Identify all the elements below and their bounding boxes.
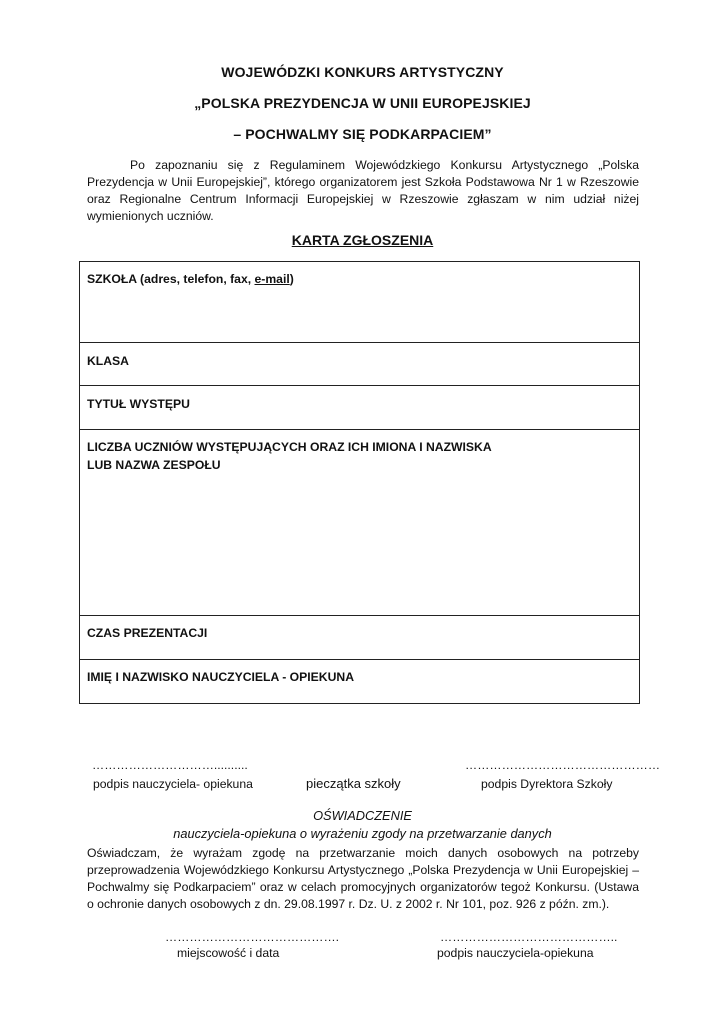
school-label: SZKOŁA (adres, telefon, fax, xyxy=(87,272,255,286)
teacher-signature-line: ………………………….......... xyxy=(92,758,248,772)
contest-title: WOJEWÓDZKI KONKURS ARTYSTYCZNY xyxy=(221,64,504,80)
place-date-caption: miejscowość i data xyxy=(177,946,280,960)
declaration-subtitle: nauczyciela-opiekuna o wyrażeniu zgody na przetwarzanie danych xyxy=(173,826,552,841)
time-label: CZAS PREZENTACJI xyxy=(87,626,208,640)
performance-title-row[interactable] xyxy=(80,386,639,430)
performance-title-label: TYTUŁ WYSTĘPU xyxy=(87,397,190,411)
director-signature-caption: podpis Dyrektora Szkoły xyxy=(481,777,613,791)
director-signature-line: ………………………………………… xyxy=(465,758,660,772)
students-label-line1: LICZBA UCZNIÓW WYSTĘPUJĄCYCH ORAZ ICH IMIONA I NAZWISKA xyxy=(87,440,492,454)
class-row[interactable] xyxy=(80,343,639,386)
school-email-label: e-mail xyxy=(254,272,290,286)
intro-text: Po zapoznaniu się z Regulaminem Wojewódzkiego Konkursu Artystycznego „Polska Prezydencja w Unii Europejskiej”, którego organizatorem jest Szkoła Podstawowa Nr 1 w Rzeszowie oraz Regionalne Centrum Informacji Europejskiej w Rzeszowie zgłaszam w nim udział niżej wymienionych uczniów. xyxy=(87,158,639,223)
entry-form-table xyxy=(79,261,640,704)
school-stamp-caption: pieczątka szkoły xyxy=(306,776,401,791)
card-title: KARTA ZGŁOSZENIA xyxy=(291,232,434,248)
contest-motto: – POCHWALMY SIĘ PODKARPACIEM” xyxy=(233,126,492,142)
place-date-line: ……………………………………. xyxy=(165,930,340,944)
consent-signature-caption: podpis nauczyciela-opiekuna xyxy=(437,946,594,960)
intro-paragraph xyxy=(87,157,639,225)
students-label-line2: LUB NAZWA ZESPOŁU xyxy=(87,458,221,472)
teacher-row[interactable] xyxy=(80,660,639,703)
consent-signature-line: …………………………………….. xyxy=(440,930,618,944)
declaration-body: Oświadczam, że wyrażam zgodę na przetwarzanie moich danych osobowych na potrzeby przeprowadzenia Wojewódzkiego Konkursu Artystycznego „Polska Prezydencja w Unii Europejskiej – Pochwalmy się Podkarpaciem” oraz w celach promocyjnych organizatorów tegoż Konkursu. (Ustawa o ochronie danych osobowych z dn. 29.08.1997 r. Dz. U. z 2002 r. Nr 101, poz. 926 z późn. zm.). xyxy=(87,846,639,911)
class-label: KLASA xyxy=(87,354,129,368)
declaration-title: OŚWIADCZENIE xyxy=(313,808,412,823)
contest-subtitle: „POLSKA PREZYDENCJA W UNII EUROPEJSKIEJ xyxy=(194,95,531,111)
teacher-label: IMIĘ I NAZWISKO NAUCZYCIELA - OPIEKUNA xyxy=(87,670,354,684)
time-row[interactable] xyxy=(80,616,639,660)
teacher-signature-caption: podpis nauczyciela- opiekuna xyxy=(93,777,253,791)
school-label-close: ) xyxy=(289,272,294,286)
school-row[interactable] xyxy=(80,262,639,343)
students-row[interactable] xyxy=(80,430,639,616)
